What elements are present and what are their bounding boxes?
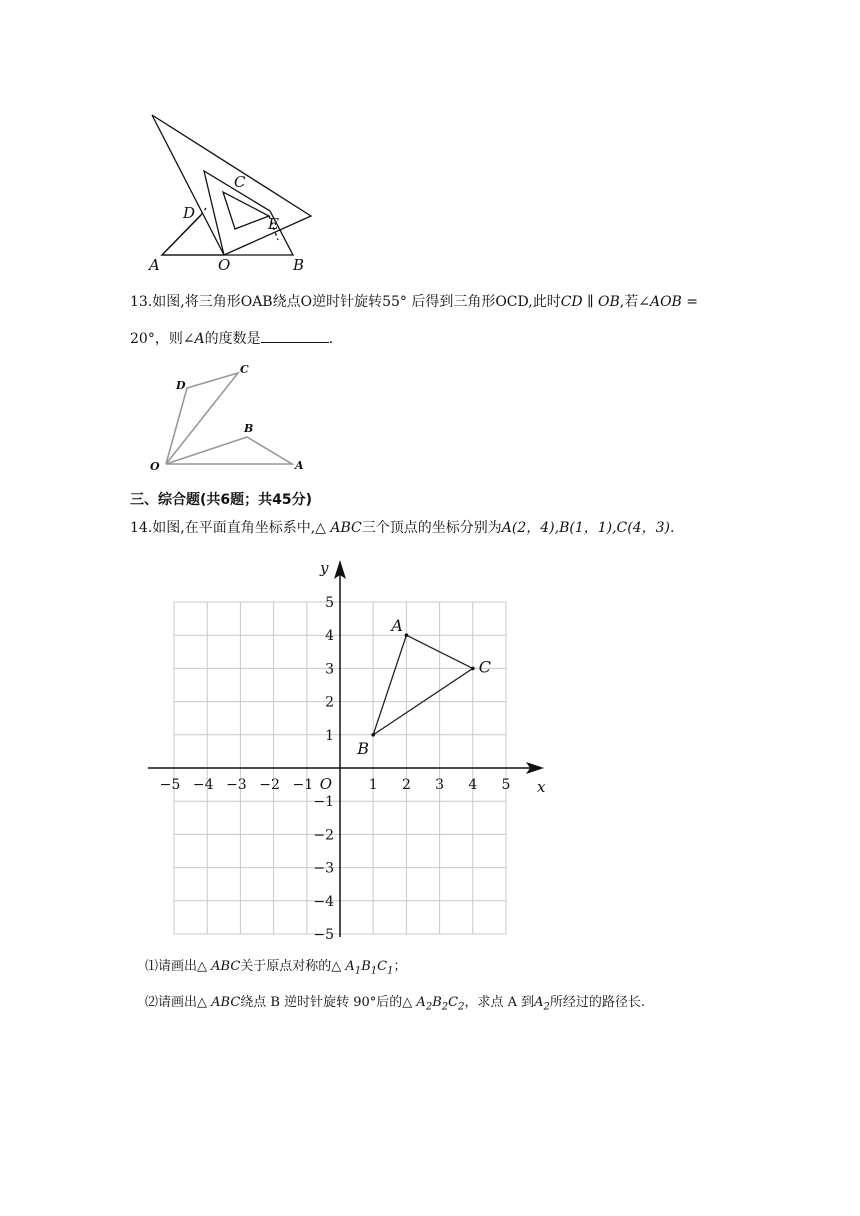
x-tick-label: 3 xyxy=(435,777,445,793)
p2-text-d: 所经过的路径长. xyxy=(549,995,646,1010)
p1-math-abc: △ ABC xyxy=(197,959,241,974)
y-tick-label: −5 xyxy=(313,927,334,943)
label-C: C xyxy=(234,173,246,191)
y-tick-label: 2 xyxy=(325,694,334,711)
label-O: O xyxy=(218,256,231,274)
label-A: A xyxy=(149,256,160,274)
q13-text-b: ,若 xyxy=(619,294,639,310)
p1-math-a1b1c1: △ $A_1B_1C_1$ xyxy=(331,959,394,977)
coordinate-plane xyxy=(140,555,560,945)
p1-text-tail: ； xyxy=(393,959,407,974)
y-tick-label: −4 xyxy=(313,893,334,910)
label-C2: C xyxy=(240,363,249,376)
x-tick-label: 2 xyxy=(401,777,411,793)
large-triangle-side xyxy=(152,115,224,255)
p2-text-c: ，求点 A 到 xyxy=(464,995,535,1010)
q14-line xyxy=(130,518,674,538)
label-D: D xyxy=(183,204,196,222)
q13-math-angle: ∠AOB = xyxy=(638,294,699,310)
p2-text-a: ⑵请画出 xyxy=(145,995,198,1010)
label-O2: O xyxy=(150,460,160,473)
y-tick-label: 1 xyxy=(325,727,334,744)
y-axis-label: y xyxy=(320,559,329,577)
y-tick-label: −3 xyxy=(313,860,334,877)
x-tick-label: −3 xyxy=(226,777,247,793)
p2-math-a2b2c2: △ $A_2B_2C_2$ xyxy=(402,995,465,1013)
label-B: B xyxy=(293,256,305,274)
label-D2: D xyxy=(176,379,186,392)
p1-text-b: 关于原点对称的 xyxy=(240,959,332,974)
q13-math-parallel: CD ∥ OB xyxy=(560,294,620,310)
q13-math-angle-a: ∠A xyxy=(182,331,205,347)
figure-triangles-q12 xyxy=(140,105,330,275)
origin-label: O xyxy=(319,775,332,793)
label-B2: B xyxy=(244,422,254,435)
p2-math-a2: $A_2$ xyxy=(534,995,550,1013)
q13-line2 xyxy=(130,328,333,349)
q14-math-coords: A(2，4),B(1，1),C(4，3). xyxy=(501,520,675,536)
x-tick-label: −1 xyxy=(292,777,314,793)
p2-text-b: 绕点 B 逆时针旋转 90°后的 xyxy=(240,995,403,1010)
point-B xyxy=(371,733,375,737)
p1-text-a: ⑴请画出 xyxy=(145,959,198,974)
q14-math-triangle: △ ABC xyxy=(315,520,362,536)
label-E: E xyxy=(268,215,279,233)
point-A xyxy=(405,633,409,637)
y-tick-label: 5 xyxy=(325,595,334,611)
x-tick-label: −4 xyxy=(192,777,214,793)
x-tick-label: −5 xyxy=(159,777,181,793)
q13-text-a: 13.如图,将三角形OAB绕点O逆时针旋转55° 后得到三角形OCD,此时 xyxy=(130,294,561,310)
middle-triangle xyxy=(162,171,293,255)
y-tick-label: −2 xyxy=(313,827,334,844)
small-triangle xyxy=(223,192,269,229)
x-tick-label: 1 xyxy=(368,777,378,793)
q13-line1 xyxy=(130,292,698,312)
section-heading: 三、综合题(共6题；共45分) xyxy=(130,492,313,508)
x-tick-label: 5 xyxy=(501,777,511,793)
q13-text-e: . xyxy=(328,331,334,347)
q14-text-b: 三个顶点的坐标分别为 xyxy=(361,520,502,536)
p2-math-abc: △ ABC xyxy=(197,995,241,1010)
large-triangle xyxy=(152,115,311,255)
figure-rotation-q13 xyxy=(145,360,315,475)
label-A2: A xyxy=(295,459,304,472)
point-label-C: C xyxy=(478,657,492,677)
q13-text-d: 的度数是 xyxy=(204,331,261,347)
point-label-B: B xyxy=(357,738,369,758)
q14-part1 xyxy=(145,957,406,982)
y-tick-label: 3 xyxy=(325,661,334,678)
q14-part2 xyxy=(145,993,645,1018)
triangle-ABC xyxy=(373,635,473,735)
x-tick-label: 4 xyxy=(468,777,478,793)
q14-text-a: 14.如图,在平面直角坐标系中, xyxy=(130,520,316,536)
point-C xyxy=(471,667,475,671)
q13-text-c: 20°，则 xyxy=(130,331,183,347)
y-tick-label: 4 xyxy=(325,628,334,645)
y-tick-label: −1 xyxy=(313,794,334,811)
point-label-A: A xyxy=(391,616,403,636)
x-tick-label: −2 xyxy=(259,777,280,793)
x-axis-label: x xyxy=(537,778,546,796)
answer-blank xyxy=(261,328,329,343)
